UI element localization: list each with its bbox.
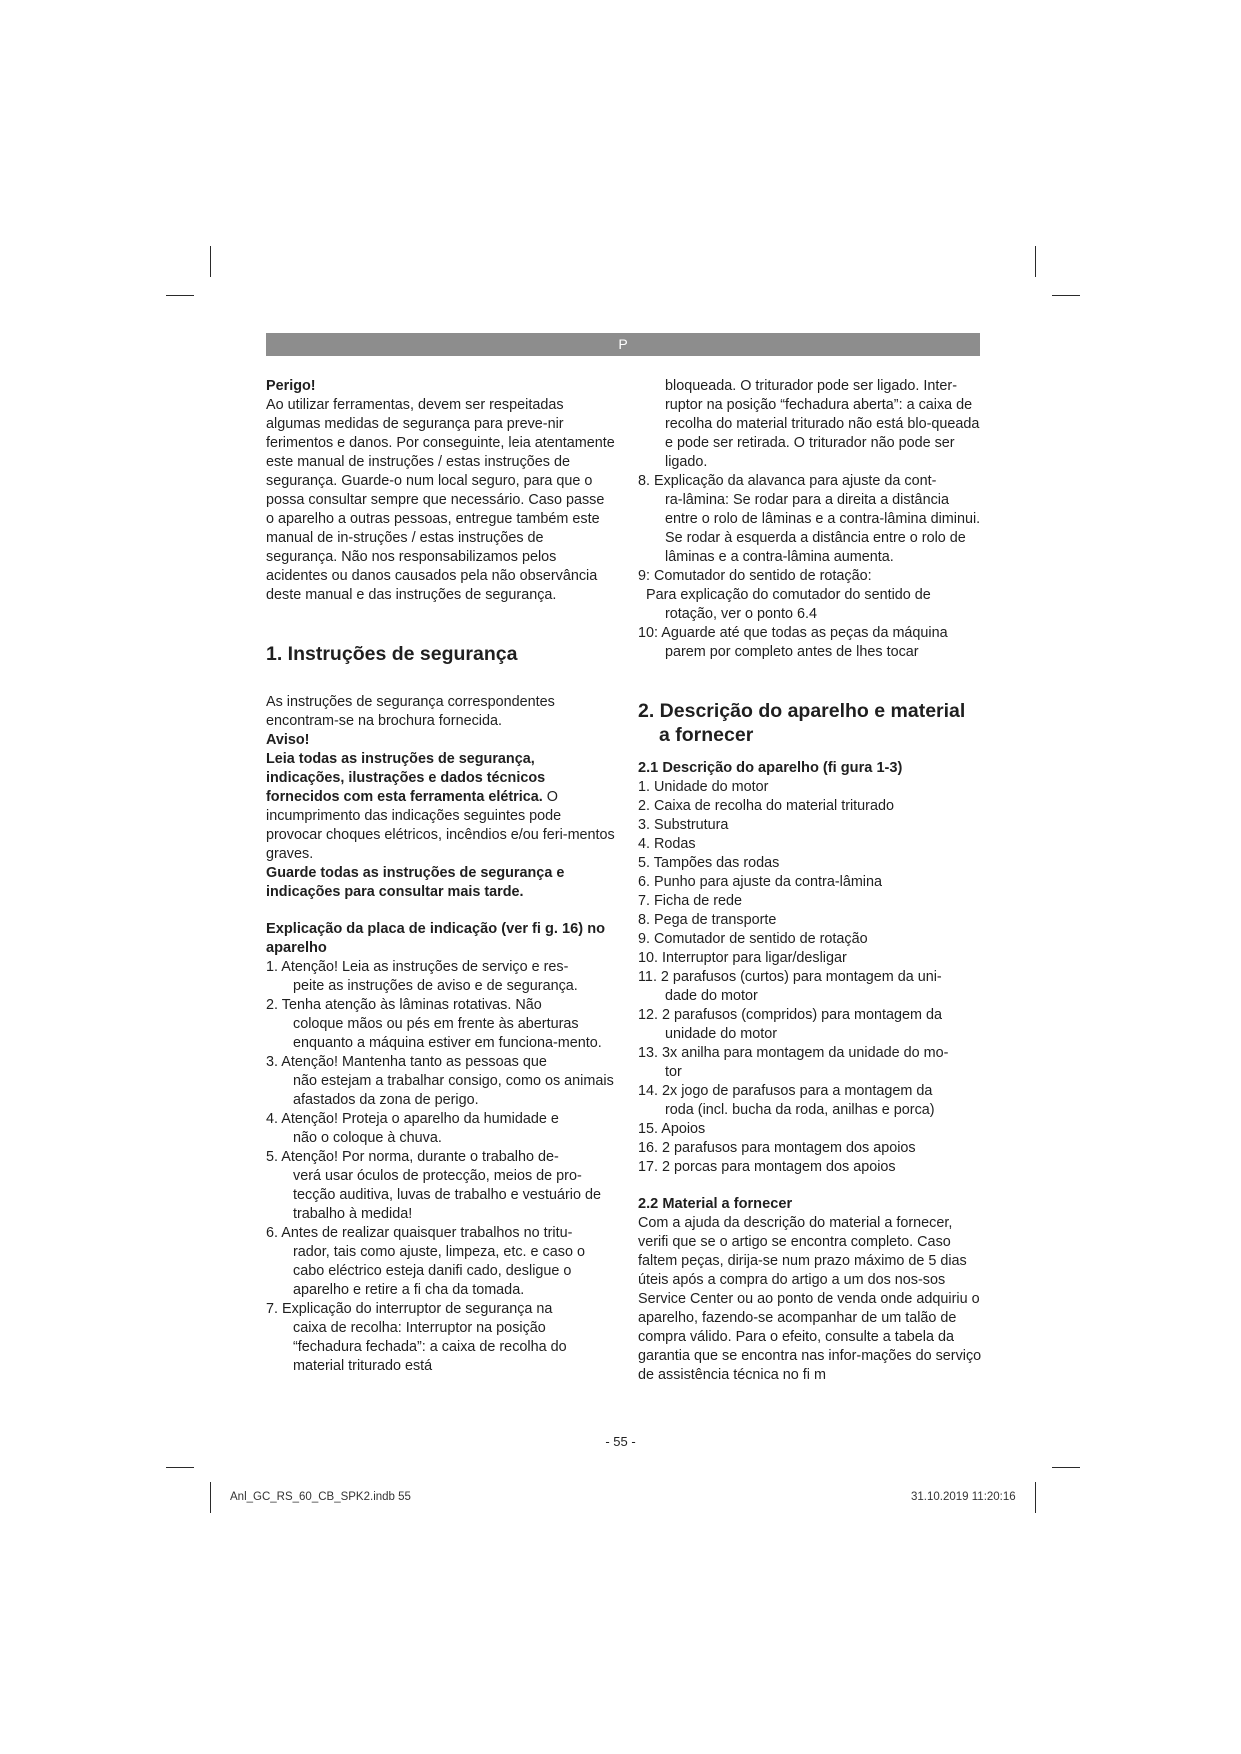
- subsection-2-1-title: 2.1 Descrição do aparelho (fi gura 1-3): [638, 760, 903, 776]
- danger-text: Ao utilizar ferramentas, devem ser respeitadas algumas medidas de segurança para preve-nir ferimentos e danos. Por conseguinte, leia atentamente este manual de instruções / estas instruções de segurança. Guarde-o num local seguro, para que o possa consultar sempre que necessário. Caso passe o aparelho a outras pessoas, entregue também este manual de in-struções / estas instruções de segurança. Não nos responsabilizamos pelos acidentes ou danos causados pela não observância deste manual e das instruções de segurança.: [266, 397, 615, 603]
- left-column: [266, 377, 616, 1376]
- page-number: - 55 -: [605, 1434, 636, 1449]
- item-number: 6.: [266, 1225, 279, 1241]
- crop-mark: [1052, 295, 1080, 296]
- list-item: [638, 624, 983, 662]
- list-item: [638, 1082, 983, 1120]
- list-item: [638, 930, 983, 949]
- label-plate-title: Explicação da placa de indicação (ver fi g. 16) no aparelho: [266, 921, 606, 956]
- item-text: Aguarde até que todas as peças da máquina: [658, 625, 948, 641]
- print-timestamp: 31.10.2019 11:20:16: [911, 1491, 1016, 1503]
- list-item: [638, 816, 983, 835]
- item-text: Explicação da alavanca para ajuste da cont-: [650, 473, 937, 489]
- item-number: 5.: [266, 1149, 279, 1165]
- list-item: [638, 1044, 983, 1082]
- item-text: 3x anilha para montagem da unidade do mo-: [658, 1045, 949, 1061]
- crop-mark: [166, 1467, 194, 1468]
- item-text: Tenha atenção às lâminas rotativas. Não: [278, 997, 542, 1013]
- list-item: [638, 1006, 983, 1044]
- item-text-continued: unidade do motor: [665, 1026, 778, 1042]
- list-item: [266, 1224, 616, 1300]
- item-number: 7.: [266, 1301, 279, 1317]
- crop-mark: [210, 1482, 211, 1513]
- item-text-continued: coloque mãos ou pés em frente às aberturas enquanto a máquina estiver em funciona-mento.: [293, 1016, 602, 1051]
- item-9-continued-2: rotação, ver o ponto 6.4: [665, 606, 818, 622]
- item-number: 9.: [638, 931, 651, 947]
- item-text-continued: caixa de recolha: Interruptor na posição “fechadura fechada”: a caixa de recolha do material triturado está: [293, 1320, 567, 1374]
- item-text: Tampões das rodas: [650, 855, 780, 871]
- list-item: [638, 892, 983, 911]
- list-item: [266, 1148, 616, 1224]
- list-item: [638, 968, 983, 1006]
- list-item: [638, 778, 983, 797]
- item-text: Atenção! Leia as instruções de serviço e res-: [278, 959, 569, 975]
- item-text: Explicação do interruptor de segurança na: [278, 1301, 553, 1317]
- list-item: [638, 949, 983, 968]
- item-text: Atenção! Mantenha tanto as pessoas que: [278, 1054, 547, 1070]
- item-text: Atenção! Por norma, durante o trabalho de-: [278, 1149, 559, 1165]
- item-7-continued: bloqueada. O triturador pode ser ligado. Inter-ruptor na posição “fechadura aberta”: a caixa de recolha do material triturado não está blo-queada e pode ser retirada. O triturador não pode ser ligado.: [665, 378, 980, 470]
- subsection-2-2-text: Com a ajuda da descrição do material a fornecer, verifi que se o artigo se encontra completo. Caso faltem peças, dirija-se num prazo máximo de 5 dias úteis após a compra do artigo a um dos nos-sos Service Center ou ao ponto de venda onde adquiriu o aparelho, fazendo-se acompanhar de um talão de compra válido. Para o efeito, consulte a tabela da garantia que se encontra nas infor-mações do serviço de assistência técnica no fi m: [638, 1215, 982, 1383]
- item-text-continued: verá usar óculos de protecção, meios de pro-tecção auditiva, luvas de trabalho e vestuário de trabalho à medida!: [293, 1168, 601, 1222]
- crop-mark: [210, 246, 211, 277]
- item-text: Rodas: [650, 836, 696, 852]
- item-text: Punho para ajuste da contra-lâmina: [650, 874, 883, 890]
- item-text: Interruptor para ligar/desligar: [658, 950, 847, 966]
- item-number: 4.: [638, 836, 651, 852]
- list-item: [638, 1158, 983, 1177]
- language-code: P: [618, 336, 628, 352]
- item-text-continued: dade do motor: [665, 988, 758, 1004]
- item-text: 2 parafusos (curtos) para montagem da uni-: [656, 969, 942, 985]
- item-number: 7.: [638, 893, 651, 909]
- item-text: 2 parafusos (compridos) para montagem da: [658, 1007, 942, 1023]
- list-item: [638, 797, 983, 816]
- item-number: 4.: [266, 1111, 279, 1127]
- item-text-continued: rador, tais como ajuste, limpeza, etc. e caso o cabo eléctrico esteja danifi cado, desligue o aparelho e retire a fi cha da tomada.: [293, 1244, 585, 1298]
- parts-list: [638, 778, 983, 1177]
- item-text-continued: ra-lâmina: Se rodar para a direita a distância entre o rolo de lâminas e a contra-lâmina diminui. Se rodar à esquerda a distância entre o rolo de lâminas e a contra-lâmina aumenta.: [665, 492, 981, 565]
- item-number: 8.: [638, 473, 651, 489]
- warning-paragraph: [266, 750, 616, 864]
- file-name: Anl_GC_RS_60_CB_SPK2.indb 55: [230, 1491, 411, 1503]
- section-1-intro: As instruções de segurança correspondentes encontram-se na brochura fornecida.: [266, 694, 555, 729]
- crop-mark: [166, 295, 194, 296]
- list-item: [638, 854, 983, 873]
- warning-bold-text: Leia todas as instruções de segurança, indicações, ilustrações e dados técnicos fornecidos com esta ferramenta elétrica.: [266, 751, 546, 805]
- item-number: 3.: [266, 1054, 279, 1070]
- item-text-continued: não o coloque à chuva.: [293, 1130, 442, 1146]
- list-item: [638, 835, 983, 854]
- item-text: Atenção! Proteja o aparelho da humidade e: [278, 1111, 559, 1127]
- list-item: [266, 958, 616, 996]
- subsection-2-2-title: 2.2 Material a fornecer: [638, 1196, 793, 1212]
- item-9-continued: Para explicação do comutador do sentido de: [646, 587, 931, 603]
- list-item: [266, 1110, 616, 1148]
- item-number: 2.: [638, 798, 651, 814]
- item-number: 1.: [266, 959, 279, 975]
- item-text: Comutador de sentido de rotação: [650, 931, 868, 947]
- section-1-title: 1. Instruções de segurança: [266, 643, 518, 665]
- keep-instructions-text: Guarde todas as instruções de segurança e indicações para consultar mais tarde.: [266, 865, 565, 900]
- item-number: 14.: [638, 1083, 659, 1099]
- section-2-title-line-2: a fornecer: [659, 724, 754, 746]
- language-header-bar: [266, 333, 980, 356]
- item-text: Pega de transporte: [650, 912, 777, 928]
- item-number: 13.: [638, 1045, 659, 1061]
- item-number: 2.: [266, 997, 279, 1013]
- item-number: 1.: [638, 779, 651, 795]
- item-text: 2 porcas para montagem dos apoios: [658, 1159, 896, 1175]
- item-number: 3.: [638, 817, 651, 833]
- list-item: [638, 911, 983, 930]
- list-item: [638, 1139, 983, 1158]
- label-plate-list: [266, 958, 616, 1376]
- item-text-continued: peite as instruções de aviso e de segurança.: [293, 978, 578, 994]
- list-item: [266, 1053, 616, 1110]
- list-item: [266, 1300, 616, 1376]
- item-text: Unidade do motor: [650, 779, 769, 795]
- item-number: 16.: [638, 1140, 659, 1156]
- crop-mark: [1035, 1482, 1036, 1513]
- list-item: [638, 1120, 983, 1139]
- item-number: 17.: [638, 1159, 659, 1175]
- item-number: 10:: [638, 625, 659, 641]
- item-text: Antes de realizar quaisquer trabalhos no tritu-: [278, 1225, 573, 1241]
- right-column: [638, 377, 983, 1385]
- danger-title: Perigo!: [266, 378, 316, 394]
- item-number: 12.: [638, 1007, 659, 1023]
- item-number: 15.: [638, 1121, 659, 1137]
- section-2-title: [638, 699, 983, 747]
- item-number: 8.: [638, 912, 651, 928]
- list-item: [266, 996, 616, 1053]
- item-number: 6.: [638, 874, 651, 890]
- item-text-continued: não estejam a trabalhar consigo, como os animais afastados da zona de perigo.: [293, 1073, 614, 1108]
- item-text: 2x jogo de parafusos para a montagem da: [658, 1083, 933, 1099]
- item-number: 11.: [638, 969, 657, 985]
- item-text-continued: roda (incl. bucha da roda, anilhas e porca): [665, 1102, 935, 1118]
- warning-title: Aviso!: [266, 732, 310, 748]
- item-text: Substrutura: [650, 817, 729, 833]
- crop-mark: [1035, 246, 1036, 277]
- list-item: [638, 472, 983, 567]
- item-text: Caixa de recolha do material triturado: [650, 798, 894, 814]
- item-text: 2 parafusos para montagem dos apoios: [658, 1140, 916, 1156]
- list-item: [638, 873, 983, 892]
- section-2-title-line-1: 2. Descrição do aparelho e material: [638, 700, 966, 722]
- warning-text: O incumprimento das indicações seguintes pode provocar choques elétricos, incêndios e/ou feri-mentos graves.: [266, 789, 615, 862]
- item-number: 5.: [638, 855, 651, 871]
- item-text: Ficha de rede: [650, 893, 743, 909]
- item-text-continued: parem por completo antes de lhes tocar: [665, 644, 919, 660]
- crop-mark: [1052, 1467, 1080, 1468]
- item-text: Apoios: [658, 1121, 706, 1137]
- item-number: 10.: [638, 950, 659, 966]
- item-9-line: 9: Comutador do sentido de rotação:: [638, 568, 872, 584]
- item-text-continued: tor: [665, 1064, 682, 1080]
